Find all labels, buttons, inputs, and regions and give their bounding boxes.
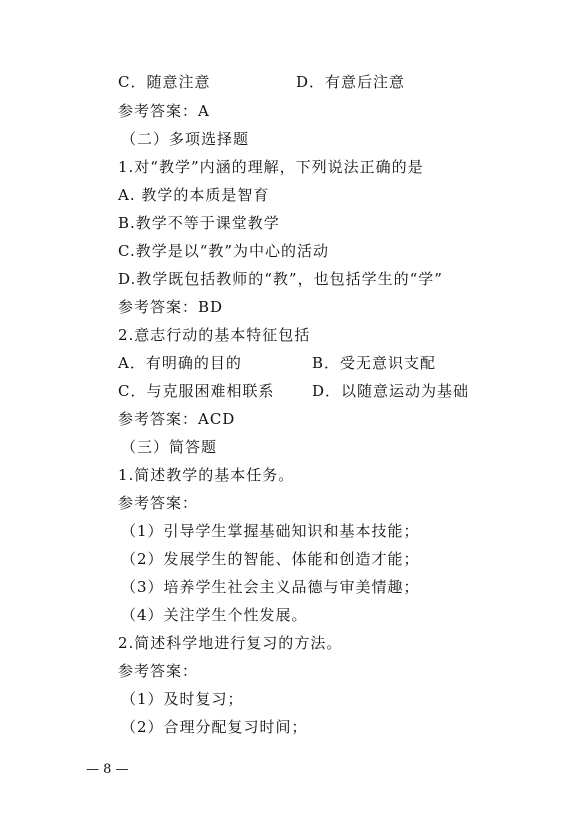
short-q1-point: （4）关注学生个性发展。 [121,606,308,624]
multi-q2-stem: 2.意志行动的基本特征包括 [118,326,311,344]
short-q1-answer-label: 参考答案： [118,494,199,512]
multi-q1-option-d: D.教学既包括教师的“教”，也包括学生的“学” [118,270,443,288]
prev-option-c: C．随意注意 [118,73,211,91]
section-title-multiple-choice: （二）多项选择题 [121,130,250,148]
short-q2-stem: 2.简述科学地进行复习的方法。 [118,634,343,652]
short-q1-point: （3）培养学生社会主义品德与审美情趣； [121,578,420,596]
multi-q1-option-c: C.教学是以“教”为中心的活动 [118,242,330,260]
multi-q1-option-b: B.教学不等于课堂教学 [118,214,280,232]
page-number: — 8 — [86,762,129,777]
multi-q2-option-d: D．以随意运动为基础 [312,382,470,400]
short-q1-stem: 1.简述教学的基本任务。 [118,466,295,484]
multi-q1-answer: 参考答案：BD [118,298,224,316]
multi-q2-option-c: C．与克服困难相联系 [118,382,275,400]
prev-option-d: D．有意后注意 [296,73,406,91]
multi-q2-answer: 参考答案：ACD [118,410,236,428]
short-q2-point: （1）及时复习； [121,690,244,708]
short-q1-point: （2）发展学生的智能、体能和创造才能； [121,550,420,568]
multi-q1-stem: 1.对“教学”内涵的理解，下列说法正确的是 [118,158,424,176]
section-title-short-answer: （三）简答题 [121,438,218,456]
multi-q2-option-b: B．受无意识支配 [312,354,437,372]
short-q2-answer-label: 参考答案： [118,662,199,680]
multi-q1-option-a: A. 教学的本质是智育 [118,186,270,204]
multi-q2-option-a: A．有明确的目的 [118,354,242,372]
short-q2-point: （2）合理分配复习时间； [121,718,308,736]
short-q1-point: （1）引导学生掌握基础知识和基本技能； [121,522,420,540]
prev-answer: 参考答案：A [118,102,210,120]
